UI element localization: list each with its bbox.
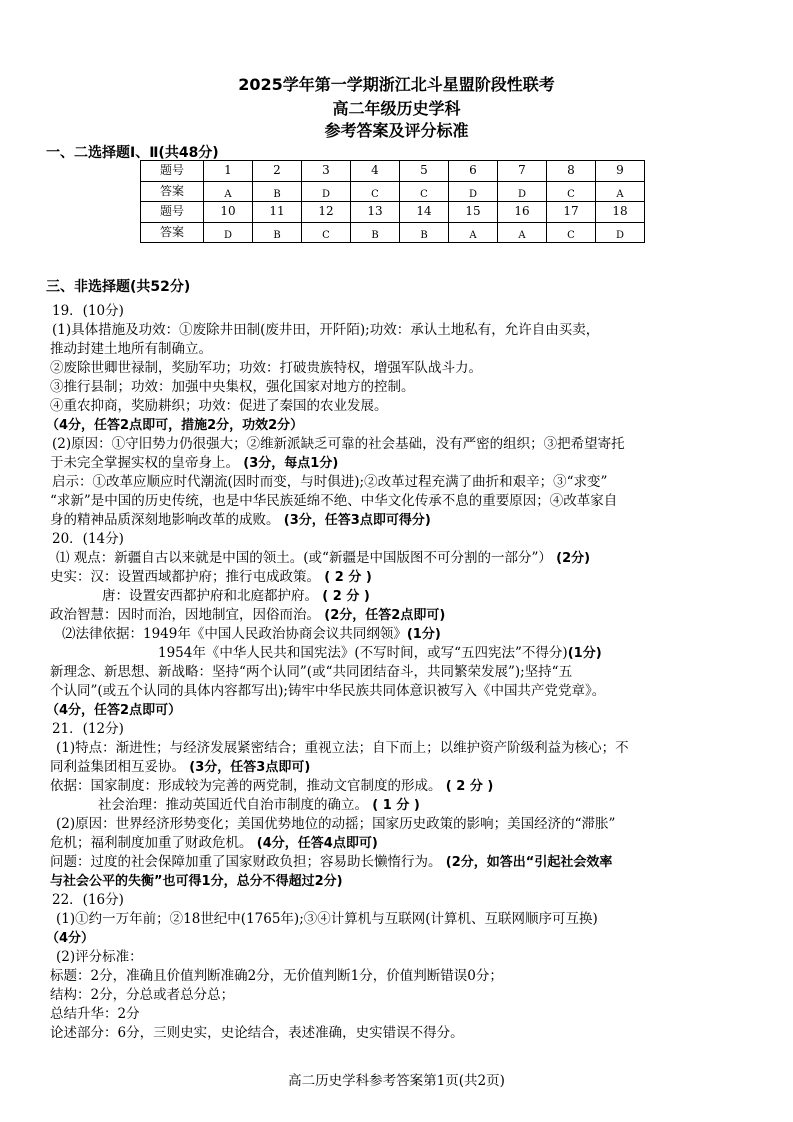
answer-line: “求新”是中国的历史传统，也是中华民族延绵不绝、中华文化传承不息的重要原因；④改革家自	[50, 493, 618, 509]
answer-line: 论述部分：6分，三则史实，史论结合，表述准确，史实错误不得分。	[50, 1025, 464, 1041]
scoring-note: ( 2 分 )	[322, 589, 370, 604]
table-row	[141, 202, 645, 223]
scoring-note: (1分)	[567, 646, 602, 661]
scoring-note: (3分，任答3点即可)	[189, 760, 311, 775]
answer-line: ③推行县制；功效：加强中央集权，强化国家对地方的控制。	[50, 379, 415, 395]
question-number: 19．(10分)	[52, 303, 124, 319]
answer-line: (2)原因：世界经济形势变化；美国优势地位的动摇；国家历史政策的影响；美国经济的“滞胀”	[56, 816, 616, 832]
answer-text: 问题：过度的社会保障加重了国家财政负担；容易助长懒惰行为。	[50, 854, 442, 870]
scoring-note: 与社会公平的失衡”也可得1分，总分不得超过2分)	[50, 874, 343, 889]
answer-cell: D	[596, 222, 645, 243]
answer-cell: A	[596, 181, 645, 202]
answer-cell: A	[449, 222, 498, 243]
answer-cell: B	[400, 222, 449, 243]
question-number-cell: 17	[547, 202, 596, 223]
answer-text: 于未完全掌握实权的皇帝身上。	[50, 455, 239, 471]
answer-line: (2)原因：①守旧势力仍很强大；②维新派缺乏可靠的社会基础，没有严密的组织；③把希望寄托	[52, 436, 625, 452]
answer-line	[50, 454, 338, 473]
answer-cell: C	[547, 222, 596, 243]
answer-line: 结构：2分，分总或者总分总；	[50, 987, 235, 1003]
answer-cell: D	[449, 181, 498, 202]
question-number-cell: 7	[498, 161, 547, 182]
table-row	[141, 161, 645, 182]
answer-line	[50, 511, 431, 530]
question-number-cell: 13	[351, 202, 400, 223]
table-header-cell: 题号	[141, 202, 204, 223]
table-header-cell: 题号	[141, 161, 204, 182]
answer-text: ⑵法律依据：1949年《中国人民政治协商会议共同纲领》	[62, 626, 407, 642]
answer-line	[50, 853, 612, 872]
answer-line: 推动封建土地所有制确立。	[50, 341, 212, 357]
answer-line: (2)评分标准：	[56, 949, 143, 965]
question-number-cell: 15	[449, 202, 498, 223]
answer-line: (1)具体措施及功效：①废除井田制(废井田，开阡陌);功效：承认土地私有，允许自由买卖，	[52, 322, 600, 338]
answer-line: (1)①约一万年前；②18世纪中(1765年);③④计算机与互联网(计算机、互联网顺序可互换)	[56, 911, 598, 927]
answer-cell: B	[351, 222, 400, 243]
answer-line: 标题：2分，准确且价值判断准确2分，无价值判断1分，价值判断错误0分；	[50, 968, 503, 984]
scoring-note: (3分，每点1分)	[243, 456, 339, 471]
page-footer: 高二历史学科参考答案第1页(共2页)	[288, 1073, 505, 1089]
scoring-note: (2分，任答2点即可)	[324, 608, 446, 623]
answer-cell: D	[204, 222, 253, 243]
answer-text: 身的精神品质深刻地影响改革的成败。	[50, 512, 280, 528]
answer-text: 同利益集团相互妥协。	[50, 759, 185, 775]
answer-line: ②废除世卿世禄制，奖励军功；功效：打破贵族特权，增强军队战斗力。	[50, 360, 482, 376]
answer-cell: A	[204, 181, 253, 202]
question-number-cell: 6	[449, 161, 498, 182]
answer-line: 总结升华：2分	[50, 1006, 140, 1022]
title-line-3: 参考答案及评分标准	[324, 121, 469, 140]
question-number: 20．(14分)	[52, 531, 124, 547]
answer-line	[50, 606, 445, 625]
answer-line: 新理念、新思想、新战略：坚持“两个认同”(或“共同团结奋斗，共同繁荣发展”);坚持“五	[50, 664, 573, 680]
question-number-cell: 1	[204, 161, 253, 182]
scoring-note: (2分，如答出“引起社会效率	[445, 855, 613, 870]
answer-cell: C	[547, 181, 596, 202]
answer-line	[50, 834, 378, 853]
answer-text: 依据：国家制度：形成较为完善的两党制，推动文官制度的形成。	[50, 778, 442, 794]
question-number-cell: 16	[498, 202, 547, 223]
scoring-note: (4分，任答4点即可)	[256, 836, 378, 851]
answer-text: 危机；福利制度加重了财政危机。	[50, 835, 253, 851]
answer-cell: C	[302, 222, 351, 243]
answer-line	[62, 625, 441, 644]
question-number-cell: 18	[596, 202, 645, 223]
question-number-cell: 12	[302, 202, 351, 223]
answer-text: 史实：汉：设置西域都护府；推行屯成政策。	[50, 569, 320, 585]
question-number-cell: 10	[204, 202, 253, 223]
scoring-note: (3分，任答3点即可得分)	[283, 513, 431, 528]
section-2-heading: 三、非选择题(共52分)	[46, 279, 191, 295]
answer-table	[140, 160, 645, 243]
section-1-heading: 一、二选择题Ⅰ、Ⅱ(共48分)	[46, 145, 219, 161]
question-number-cell: 2	[253, 161, 302, 182]
question-number-cell: 9	[596, 161, 645, 182]
question-number: 21．(12分)	[52, 721, 124, 737]
table-header-cell: 答案	[141, 181, 204, 202]
question-number-cell: 8	[547, 161, 596, 182]
answer-cell: B	[253, 222, 302, 243]
answer-cell: D	[498, 181, 547, 202]
answer-cell: C	[400, 181, 449, 202]
scoring-note: (2分)	[556, 551, 591, 566]
table-row	[141, 181, 645, 202]
answer-cell: C	[351, 181, 400, 202]
answer-text: 1954年《中华人民共和国宪法》(不写时间，或写“五四宪法”不得分)	[158, 645, 568, 661]
answer-line	[56, 549, 590, 568]
answer-line: 启示：①改革应顺应时代潮流(因时而变，与时俱进);②改革过程充满了曲折和艰辛；③“求变”	[52, 474, 608, 490]
scoring-note: （4分，任答2点即可）	[46, 703, 182, 718]
answer-line	[102, 587, 370, 606]
answer-line	[98, 796, 420, 815]
scoring-note: ( 2 分 )	[445, 779, 494, 794]
title-line-1: 2025学年第一学期浙江北斗星盟阶段性联考	[238, 75, 555, 94]
answer-line: 个认同”(或五个认同的具体内容都写出);铸牢中华民族共同体意识被写入《中国共产党党章》。	[50, 683, 606, 699]
question-number-cell: 5	[400, 161, 449, 182]
scoring-note: ( 2 分 )	[324, 570, 372, 585]
question-number-cell: 11	[253, 202, 302, 223]
answer-line: (1)特点：渐进性；与经济发展紧密结合；重视立法；自下而上；以维护资产阶级利益为核心；不	[56, 740, 629, 756]
question-number-cell: 4	[351, 161, 400, 182]
title-line-2: 高二年级历史学科	[332, 99, 461, 118]
answer-text: 社会治理：推动英国近代自治市制度的确立。	[98, 797, 368, 813]
answer-cell: D	[302, 181, 351, 202]
answer-line: ④重农抑商，奖励耕织；功效：促进了秦国的农业发展。	[50, 398, 388, 414]
answer-line	[50, 758, 310, 777]
answer-line	[158, 644, 602, 663]
answer-text: 政治智慧：因时而治，因地制宜，因俗而治。	[50, 607, 320, 623]
question-number-cell: 14	[400, 202, 449, 223]
answer-cell: B	[253, 181, 302, 202]
question-number: 22．(16分)	[52, 892, 124, 908]
scoring-note: （4分，任答2点即可，措施2分，功效2分）	[46, 418, 304, 433]
answer-cell: A	[498, 222, 547, 243]
scoring-note: (1分)	[406, 627, 441, 642]
answer-text: 唐：设置安西都护府和北庭都护府。	[102, 588, 318, 604]
answer-text: ⑴ 观点：新疆自古以来就是中国的领土。(或“新疆是中国版图不可分割的一部分”）	[56, 550, 552, 566]
scoring-note: ( 1 分 )	[372, 798, 420, 813]
scoring-note: （4分）	[46, 931, 95, 946]
answer-line	[50, 568, 372, 587]
table-header-cell: 答案	[141, 222, 204, 243]
answer-line	[50, 777, 493, 796]
question-number-cell: 3	[302, 161, 351, 182]
table-row	[141, 222, 645, 243]
